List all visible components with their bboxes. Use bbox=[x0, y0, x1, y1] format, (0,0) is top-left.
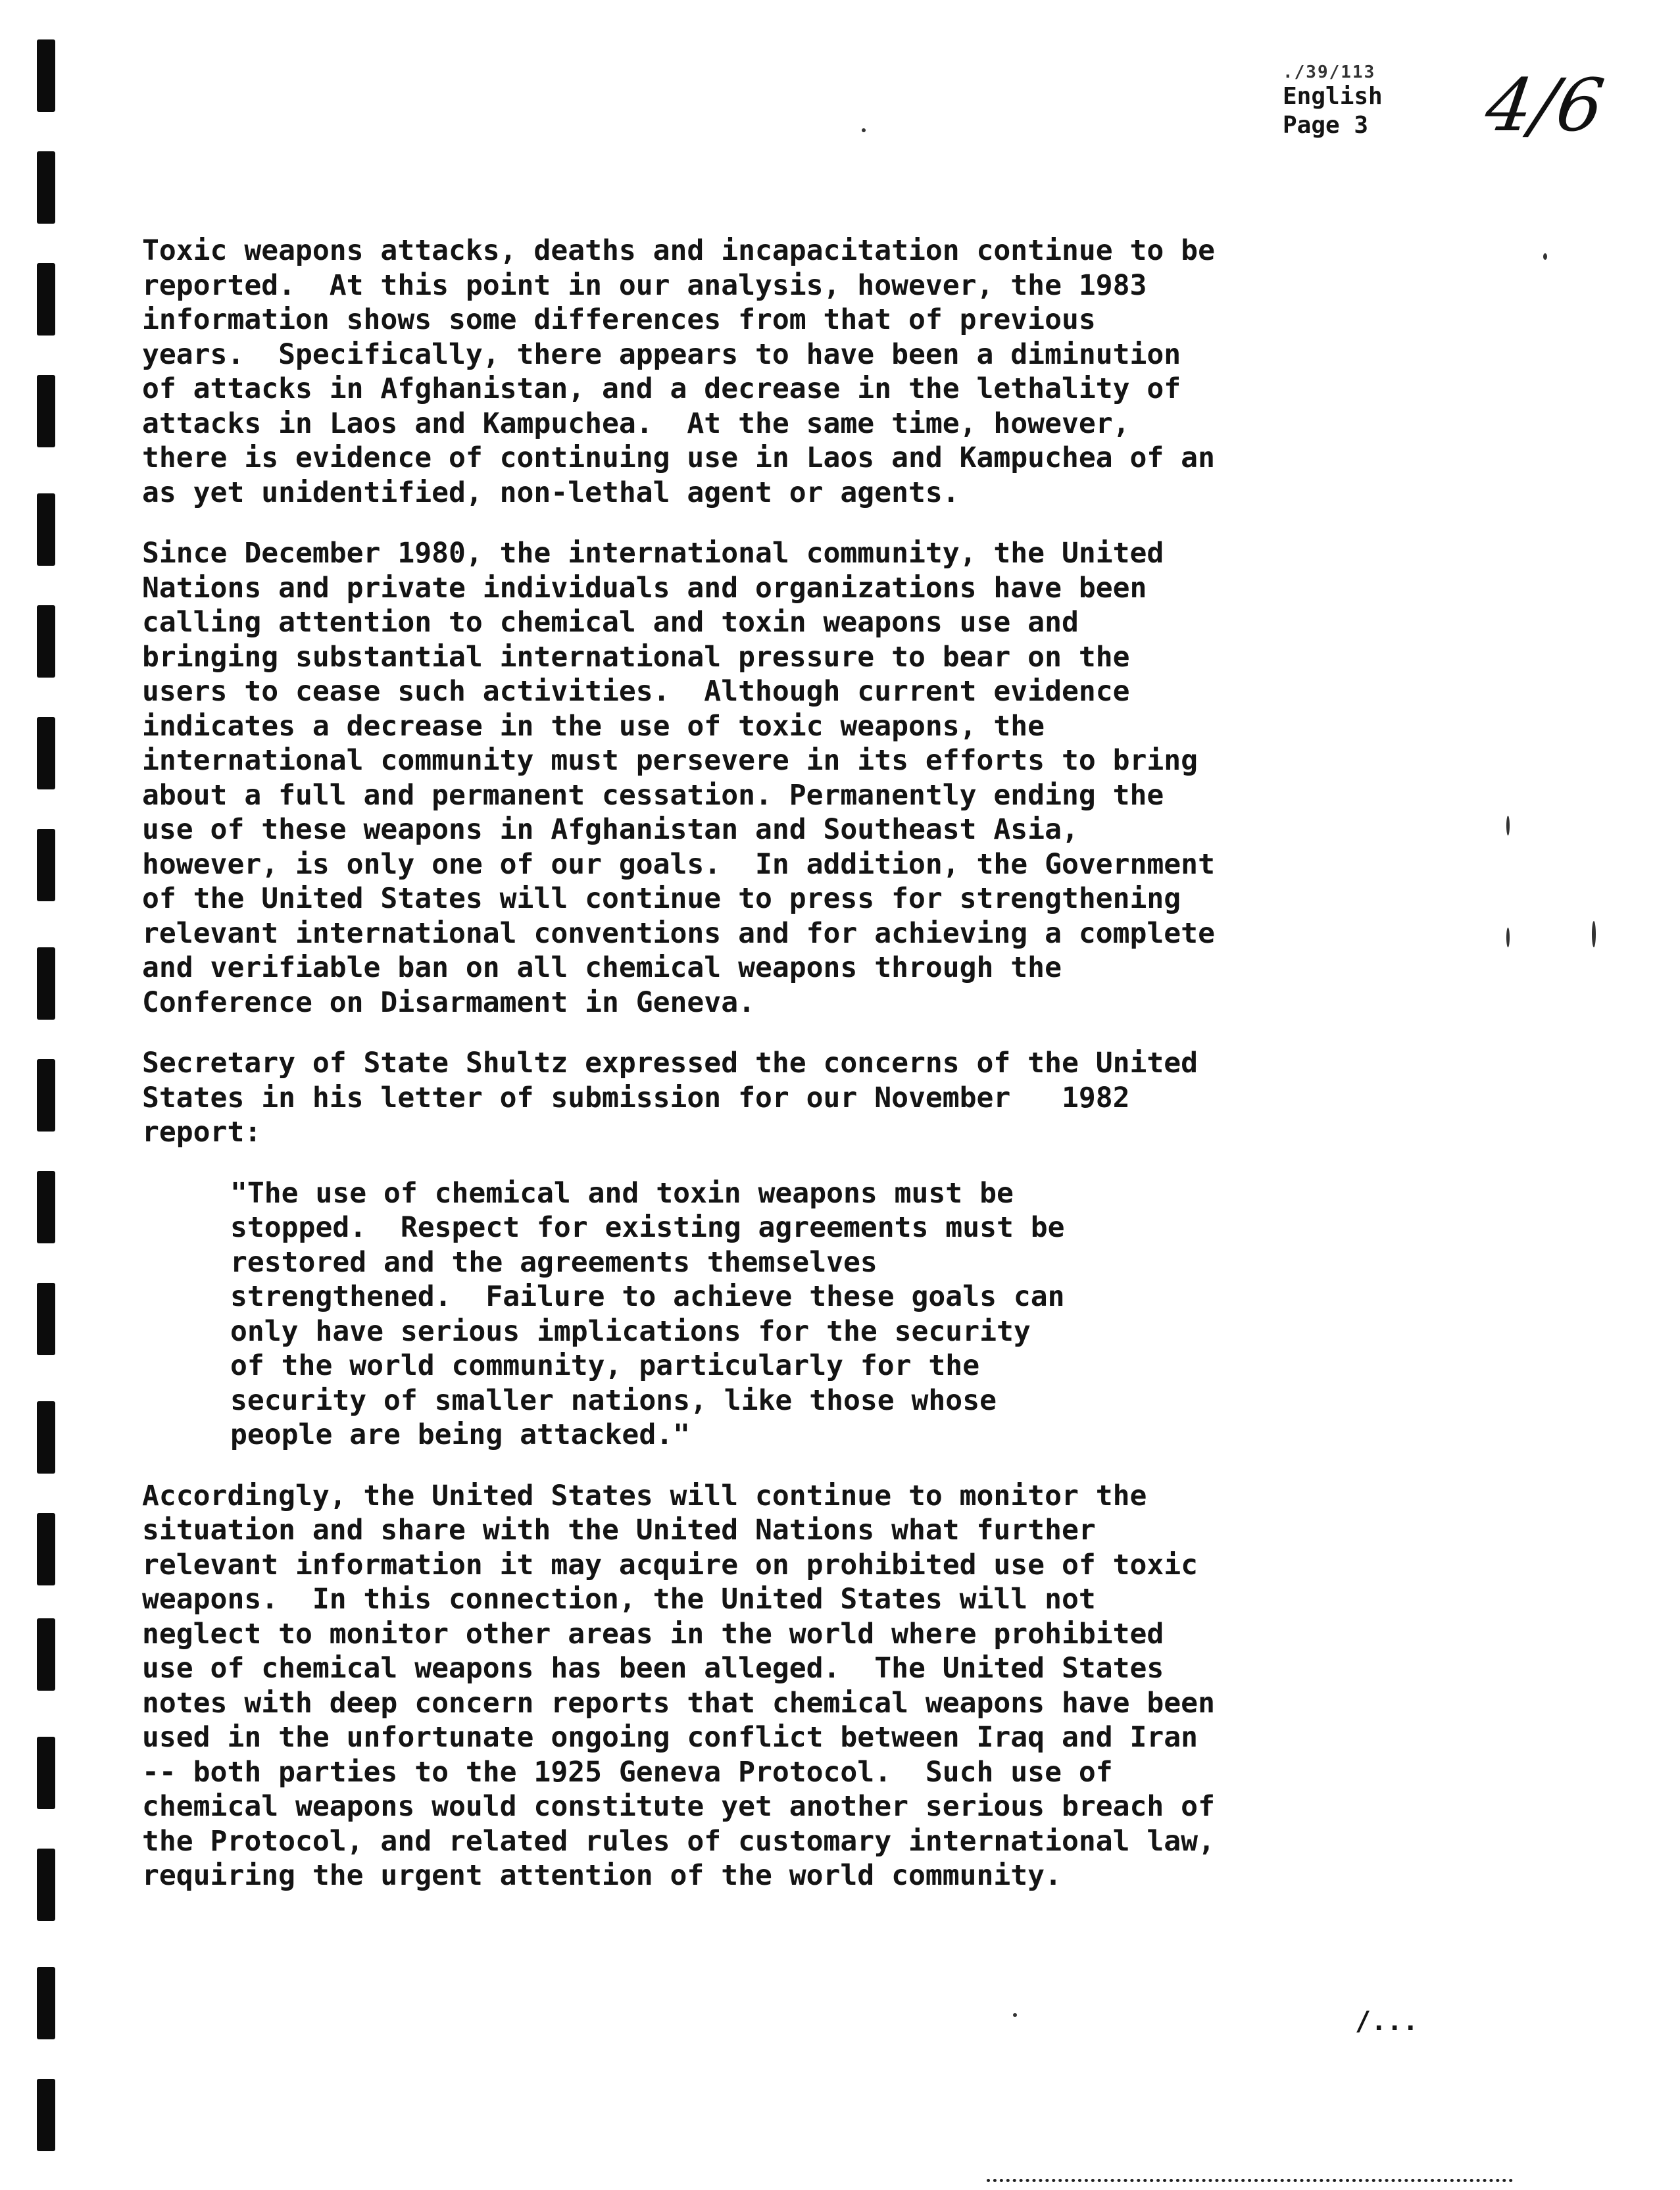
text-line: Conference on Disarmament in Geneva. bbox=[142, 985, 755, 1019]
text-line: of attacks in Afghanistan, and a decrease in the lethality of bbox=[142, 372, 1181, 405]
binder-mark bbox=[37, 947, 55, 1020]
text-line: strengthened. Failure to achieve these goals can bbox=[230, 1280, 1065, 1313]
paragraph-2 bbox=[142, 536, 1458, 1020]
text-line: situation and share with the United Nations what further bbox=[142, 1514, 1096, 1547]
paragraph-3 bbox=[142, 1046, 1458, 1150]
text-line: of the United States will continue to press for strengthening bbox=[142, 882, 1181, 915]
binder-mark bbox=[37, 151, 55, 224]
binder-mark bbox=[37, 717, 55, 789]
text-line: stopped. Respect for existing agreements must be bbox=[230, 1211, 1065, 1244]
text-line: restored and the agreements themselves bbox=[230, 1245, 877, 1279]
text-line: requiring the urgent attention of the world community. bbox=[142, 1859, 1062, 1892]
scan-speck bbox=[1506, 928, 1510, 947]
binder-mark bbox=[37, 493, 55, 566]
text-line: Secretary of State Shultz expressed the concerns of the United bbox=[142, 1047, 1198, 1080]
paragraph-4 bbox=[142, 1479, 1458, 1893]
text-line: use of chemical weapons has been alleged. The United States bbox=[142, 1652, 1164, 1685]
binder-mark bbox=[37, 1513, 55, 1585]
text-line: Accordingly, the United States will continue to monitor the bbox=[142, 1479, 1147, 1512]
text-line: users to cease such activities. Although current evidence bbox=[142, 675, 1130, 708]
scan-speck bbox=[862, 128, 866, 132]
binder-mark bbox=[37, 1059, 55, 1132]
paragraph-1 bbox=[142, 234, 1458, 510]
text-line: the Protocol, and related rules of customary international law, bbox=[142, 1824, 1215, 1858]
text-line: States in his letter of submission for our November 1982 bbox=[142, 1081, 1130, 1114]
scan-speck bbox=[1013, 2013, 1017, 2017]
binder-mark bbox=[37, 375, 55, 447]
text-line: -- both parties to the 1925 Geneva Protocol. Such use of bbox=[142, 1755, 1113, 1789]
binder-mark bbox=[37, 1737, 55, 1809]
text-line: Toxic weapons attacks, deaths and incapacitation continue to be bbox=[142, 234, 1215, 267]
binder-mark bbox=[37, 1401, 55, 1474]
language-label: English bbox=[1283, 83, 1383, 110]
page-number: Page 3 bbox=[1283, 112, 1369, 139]
text-line: and verifiable ban on all chemical weapons through the bbox=[142, 951, 1062, 984]
handwritten-page-number: 4/6 bbox=[1481, 63, 1610, 147]
text-line: bringing substantial international pressure to bear on the bbox=[142, 640, 1130, 674]
binder-mark bbox=[37, 263, 55, 336]
text-line: indicates a decrease in the use of toxic weapons, the bbox=[142, 709, 1045, 743]
binder-mark bbox=[37, 1618, 55, 1691]
binder-mark bbox=[37, 1171, 55, 1243]
text-line: calling attention to chemical and toxin weapons use and bbox=[142, 606, 1079, 639]
text-line: reported. At this point in our analysis, however, the 1983 bbox=[142, 268, 1147, 302]
document-reference: ./39/113 bbox=[1283, 62, 1376, 82]
text-line: relevant information it may acquire on prohibited use of toxic bbox=[142, 1548, 1198, 1581]
text-line: however, is only one of our goals. In addition, the Government bbox=[142, 847, 1215, 881]
text-line: chemical weapons would constitute yet another serious breach of bbox=[142, 1790, 1215, 1823]
text-line: "The use of chemical and toxin weapons must be bbox=[230, 1176, 1014, 1210]
text-line: report: bbox=[142, 1116, 262, 1149]
text-line: security of smaller nations, like those whose bbox=[230, 1383, 997, 1417]
text-line: Nations and private individuals and organizations have been bbox=[142, 571, 1147, 605]
text-line: years. Specifically, there appears to have been a diminution bbox=[142, 337, 1181, 371]
continued-marker: /... bbox=[1355, 2006, 1419, 2037]
text-line: neglect to monitor other areas in the world where prohibited bbox=[142, 1617, 1164, 1651]
text-line: of the world community, particularly for the bbox=[230, 1349, 980, 1382]
binder-marks bbox=[37, 39, 57, 2171]
text-line: notes with deep concern reports that chemical weapons have been bbox=[142, 1686, 1215, 1720]
text-line: weapons. In this connection, the United States will not bbox=[142, 1583, 1096, 1616]
text-line: attacks in Laos and Kampuchea. At the same time, however, bbox=[142, 407, 1130, 440]
binder-mark bbox=[37, 1283, 55, 1355]
binder-mark bbox=[37, 1967, 55, 2039]
binder-mark bbox=[37, 1849, 55, 1921]
text-line: about a full and permanent cessation. Permanently ending the bbox=[142, 778, 1164, 812]
scan-speck bbox=[1506, 816, 1510, 835]
text-line: information shows some differences from that of previous bbox=[142, 303, 1096, 336]
page-header bbox=[1283, 62, 1454, 140]
text-line: international community must persevere in its efforts to bring bbox=[142, 744, 1198, 777]
scan-speck bbox=[1543, 253, 1547, 260]
scan-speck bbox=[1592, 921, 1596, 947]
binder-mark bbox=[37, 829, 55, 901]
block-quote bbox=[230, 1176, 1458, 1453]
binder-mark bbox=[37, 605, 55, 678]
text-line: relevant international conventions and for achieving a complete bbox=[142, 916, 1215, 950]
text-line: as yet unidentified, non-lethal agent or agents. bbox=[142, 476, 960, 509]
text-line: used in the unfortunate ongoing conflict between Iraq and Iran bbox=[142, 1721, 1198, 1754]
text-line: only have serious implications for the security bbox=[230, 1314, 1031, 1348]
text-line: people are being attacked." bbox=[230, 1418, 690, 1451]
text-line: Since December 1980, the international community, the United bbox=[142, 537, 1164, 570]
text-line: there is evidence of continuing use in Laos and Kampuchea of an bbox=[142, 441, 1215, 474]
body-text bbox=[142, 234, 1458, 1893]
binder-mark bbox=[37, 39, 55, 112]
binder-mark bbox=[37, 2079, 55, 2151]
scan-artifact-dotted-line bbox=[987, 2179, 1513, 2185]
text-line: use of these weapons in Afghanistan and Southeast Asia, bbox=[142, 813, 1079, 846]
